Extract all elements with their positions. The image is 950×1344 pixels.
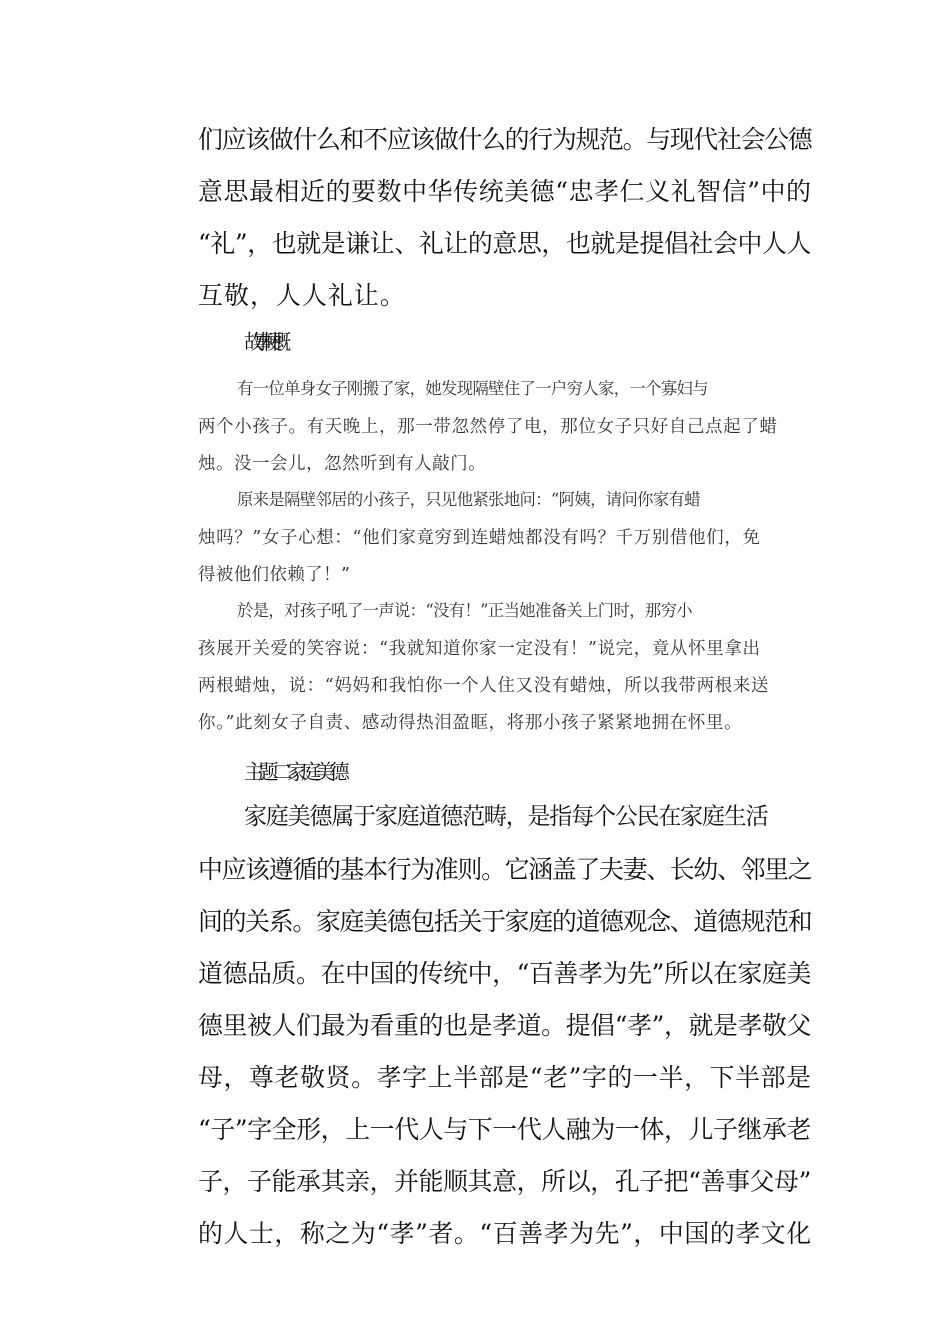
theme2-line-5: 德里被人们最为看重的也是孝道。提倡“孝”，就是孝敬父 <box>198 1011 812 1040</box>
theme2-line-3: 间的关系。家庭美德包括关于家庭的道德观念、道德规范和 <box>198 907 812 936</box>
theme2-line-7: “子”字全形，上一代人与下一代人融为一体，儿子继承老 <box>198 1115 812 1144</box>
intro-line-3: “礼”，也就是谦让、礼让的意思，也就是提倡社会中人人 <box>198 229 812 258</box>
story-line-7: 於是，对孩子吼了一声说：“没有！”正当她准备关上门时，那穷小 <box>237 601 692 620</box>
theme2-line-8: 子，子能承其亲，并能顺其意，所以，孔子把“善事父母” <box>198 1167 812 1196</box>
story-line-4: 原来是隔壁邻居的小孩子，只见他紧张地问：“阿姨，请问你家有蜡 <box>237 490 700 509</box>
story-line-3: 烛。没一会儿，忽然听到有人敲门。 <box>198 454 487 474</box>
story-line-10: 你。”此刻女子自责、感动得热泪盈眶，将那小孩子紧紧地拥在怀里。 <box>198 713 743 733</box>
theme2-line-9: 的人士，称之为“孝”者。“百善孝为先”，中国的孝文化 <box>198 1219 812 1248</box>
theme2-heading: 主题二家庭美德 <box>244 760 344 784</box>
story-line-2: 两个小孩子。有天晚上，那一带忽然停了电，那位女子只好自己点起了蜡 <box>198 417 778 437</box>
story-line-5: 烛吗？”女子心想：“他们家竟穷到连蜡烛都没有吗？千万别借他们，免 <box>198 528 761 548</box>
theme2-line-4: 道德品质。在中国的传统中，“百善孝为先”所以在家庭美 <box>198 959 812 988</box>
intro-line-1: 们应该做什么和不应该做什么的行为规范。与现代社会公德 <box>198 125 812 154</box>
story-line-8: 孩展开关爱的笑容说：“我就知道你家一定没有！”说完，竟从怀里拿出 <box>198 639 761 659</box>
intro-line-2: 意思最相近的要数中华传统美德“忠孝仁义礼智信”中的 <box>198 177 812 206</box>
story-line-1: 有一位单身女子刚搬了家，她发现隔壁住了一户穷人家，一个寡妇与 <box>237 379 708 398</box>
story-line-9: 两根蜡烛，说：“妈妈和我怕你一个人住又没有蜡烛，所以我带两根来送 <box>198 676 770 696</box>
story-heading: 故事梗概 <box>244 330 281 354</box>
story-line-6: 得被他们依赖了！” <box>198 565 351 585</box>
theme2-line-2: 中应该遵循的基本行为准则。它涵盖了夫妻、长幼、邻里之 <box>198 855 812 884</box>
theme2-line-1: 家庭美德属于家庭道德范畴，是指每个公民在家庭生活 <box>244 804 768 830</box>
theme2-line-6: 母，尊老敬贤。孝字上半部是“老”字的一半，下半部是 <box>198 1063 812 1092</box>
intro-line-4: 互敬，人人礼让。 <box>198 281 406 310</box>
